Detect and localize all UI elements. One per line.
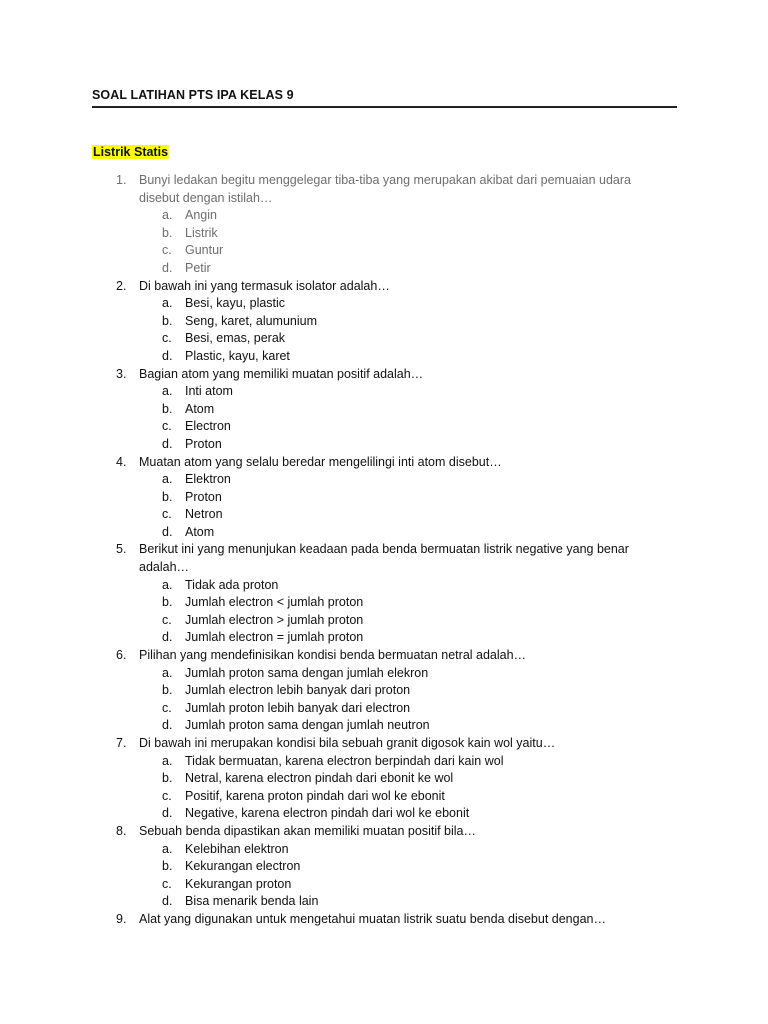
question-number: 1. — [116, 173, 127, 187]
option-letter: b. — [162, 859, 173, 874]
option-letter: b. — [162, 683, 173, 698]
option-text: Kekurangan proton — [185, 876, 292, 891]
option-text: Petir — [185, 260, 211, 275]
question-text: Alat yang digunakan untuk mengetahui muatan listrik suatu benda disebut dengan… — [139, 911, 606, 926]
answer-option — [0, 770, 768, 788]
answer-option — [0, 383, 768, 401]
option-letter: a. — [162, 577, 173, 592]
answer-option — [0, 805, 768, 823]
answer-option — [0, 225, 768, 243]
answer-option — [0, 313, 768, 331]
question-list — [0, 172, 768, 929]
document-title: SOAL LATIHAN PTS IPA KELAS 9 — [92, 88, 294, 102]
answer-option — [0, 841, 768, 859]
option-letter: a. — [162, 208, 173, 223]
option-letter: d. — [162, 348, 173, 363]
question-text: Di bawah ini merupakan kondisi bila sebuah granit digosok kain wol yaitu… — [139, 736, 556, 750]
answer-option — [0, 348, 768, 366]
option-letter: a. — [162, 384, 173, 399]
option-text: Tidak bermuatan, karena electron berpindah dari kain wol — [185, 753, 504, 768]
answer-option — [0, 629, 768, 647]
option-letter: c. — [162, 243, 172, 258]
title-divider — [92, 106, 677, 108]
option-text: Atom — [185, 524, 215, 539]
question-number: 9. — [116, 911, 127, 926]
answer-option — [0, 471, 768, 489]
question-number: 8. — [116, 823, 127, 838]
question-text: Sebuah benda dipastikan akan memiliki muatan positif bila… — [139, 823, 476, 838]
option-letter: d. — [162, 894, 173, 909]
answer-option — [0, 524, 768, 542]
question-number: 4. — [116, 454, 127, 469]
option-letter: a. — [162, 665, 173, 680]
option-letter: d. — [162, 524, 173, 539]
option-text: Netron — [185, 507, 223, 522]
answer-option — [0, 682, 768, 700]
question-text: Pilihan yang mendefinisikan kondisi benda bermuatan netral adalah… — [139, 648, 527, 663]
question-number: 6. — [116, 648, 127, 663]
option-letter: d. — [162, 718, 173, 733]
option-text: Netral, karena electron pindah dari ebonit ke wol — [185, 771, 454, 786]
answer-option — [0, 594, 768, 612]
option-text: Electron — [185, 419, 231, 434]
question-text: Bunyi ledakan begitu menggelegar tiba-tiba yang merupakan akibat dari pemuaian udara disebut dengan istilah… — [139, 173, 631, 205]
answer-option — [0, 717, 768, 735]
question-item — [0, 823, 768, 841]
option-text: Besi, emas, perak — [185, 331, 286, 346]
answer-option — [0, 753, 768, 771]
option-letter: b. — [162, 401, 173, 416]
option-letter: d. — [162, 630, 173, 645]
answer-option — [0, 401, 768, 419]
option-text: Jumlah proton lebih banyak dari electron — [185, 700, 411, 715]
answer-option — [0, 436, 768, 454]
answer-option — [0, 665, 768, 683]
question-item — [0, 278, 768, 296]
option-letter: b. — [162, 595, 173, 610]
answer-option — [0, 577, 768, 595]
option-letter: b. — [162, 313, 173, 328]
option-text: Tidak ada proton — [185, 577, 279, 592]
answer-option — [0, 260, 768, 278]
option-text: Bisa menarik benda lain — [185, 894, 319, 909]
option-text: Jumlah electron < jumlah proton — [185, 595, 364, 610]
option-text: Plastic, kayu, karet — [185, 348, 290, 363]
answer-option — [0, 506, 768, 524]
answer-option — [0, 489, 768, 507]
option-text: Negative, karena electron pindah dari wol ke ebonit — [185, 806, 470, 821]
option-letter: b. — [162, 771, 173, 786]
option-letter: c. — [162, 876, 172, 891]
question-item — [0, 454, 768, 472]
option-text: Inti atom — [185, 384, 233, 399]
question-item — [0, 366, 768, 384]
option-letter: c. — [162, 507, 172, 522]
option-text: Jumlah proton sama dengan jumlah neutron — [185, 718, 430, 733]
option-text: Kelebihan elektron — [185, 841, 289, 856]
option-text: Guntur — [185, 243, 224, 258]
option-text: Positif, karena proton pindah dari wol ke ebonit — [185, 788, 445, 803]
answer-option — [0, 876, 768, 894]
option-letter: d. — [162, 806, 173, 821]
option-letter: c. — [162, 612, 172, 627]
option-text: Jumlah electron = jumlah proton — [185, 630, 364, 645]
answer-option — [0, 242, 768, 260]
option-letter: d. — [162, 436, 173, 451]
answer-option — [0, 418, 768, 436]
question-item — [0, 172, 768, 207]
option-text: Listrik — [185, 225, 218, 240]
answer-option — [0, 612, 768, 630]
option-text: Atom — [185, 401, 215, 416]
option-letter: c. — [162, 331, 172, 346]
question-item — [0, 911, 768, 929]
option-letter: c. — [162, 419, 172, 434]
question-number: 2. — [116, 278, 127, 293]
option-letter: b. — [162, 489, 173, 504]
question-text: Bagian atom yang memiliki muatan positif adalah… — [139, 366, 424, 381]
option-letter: d. — [162, 260, 173, 275]
option-letter: a. — [162, 472, 173, 487]
option-text: Jumlah electron lebih banyak dari proton — [185, 683, 411, 698]
option-letter: c. — [162, 788, 172, 803]
question-item — [0, 647, 768, 665]
question-text: Di bawah ini yang termasuk isolator adalah… — [139, 278, 390, 293]
option-text: Jumlah proton sama dengan jumlah elekron — [185, 665, 429, 680]
option-text: Proton — [185, 489, 222, 504]
answer-option — [0, 330, 768, 348]
question-number: 3. — [116, 366, 127, 381]
answer-option — [0, 295, 768, 313]
option-letter: b. — [162, 225, 173, 240]
answer-option — [0, 788, 768, 806]
question-text: Muatan atom yang selalu beredar mengelilingi inti atom disebut… — [139, 454, 502, 469]
option-text: Seng, karet, alumunium — [185, 313, 318, 328]
option-letter: a. — [162, 296, 173, 311]
answer-option — [0, 858, 768, 876]
section-heading-text: Listrik Statis — [93, 145, 169, 159]
answer-option — [0, 700, 768, 718]
option-text: Besi, kayu, plastic — [185, 296, 286, 311]
option-letter: a. — [162, 753, 173, 768]
option-letter: a. — [162, 841, 173, 856]
question-item — [0, 735, 768, 753]
question-item — [0, 541, 768, 576]
option-text: Elektron — [185, 472, 231, 487]
option-letter: c. — [162, 700, 172, 715]
question-number: 7. — [116, 736, 127, 750]
option-text: Angin — [185, 208, 217, 223]
answer-option — [0, 893, 768, 911]
option-text: Jumlah electron > jumlah proton — [185, 612, 364, 627]
question-number: 5. — [116, 542, 127, 557]
option-text: Kekurangan electron — [185, 859, 301, 874]
section-heading — [92, 145, 169, 159]
option-text: Proton — [185, 436, 222, 451]
answer-option — [0, 207, 768, 225]
question-text: Berikut ini yang menunjukan keadaan pada benda bermuatan listrik negative yang benar adalah… — [139, 542, 629, 575]
